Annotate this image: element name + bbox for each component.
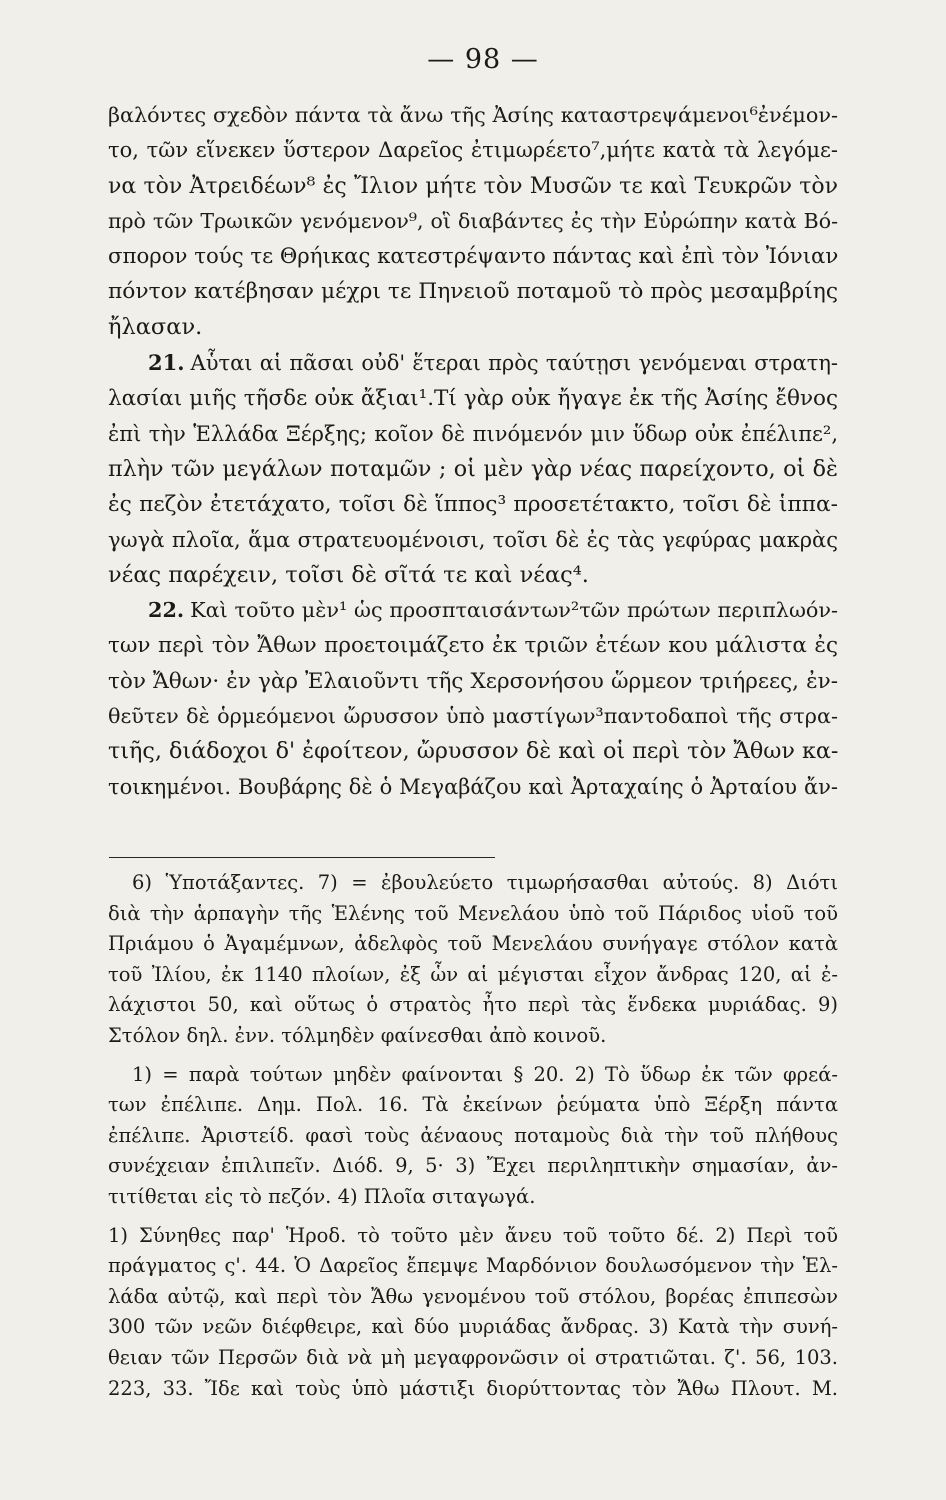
footnote-line: θειαν τῶν Περσῶν διὰ νὰ μὴ μεγαφρονῶσιν οἱ στρατιῶται. ζ'. 56, 103.	[108, 1345, 838, 1369]
text-line: τὸν Ἄθων· ἐν γὰρ Ἐλαιοῦντι τῆς Χερσονήσου ὥρμεον τριήρεες, ἐν-	[108, 668, 838, 694]
footnote-line: 6) Ὑποτάξαντες. 7) = ἐβουλεύετο τιμωρήσασθαι αὐτούς. 8) Διότι	[132, 871, 838, 894]
section-number: 22.	[148, 598, 185, 623]
text-line: να τὸν Ἀτρειδέων⁸ ἐς Ἴλιον μήτε τὸν Μυσῶν τε καὶ Τευκρῶν τὸν	[108, 173, 838, 199]
footnote-line: 300 τῶν νεῶν διέφθειρε, καὶ δύο μυριάδας ἄνδρας. 3) Κατὰ τὴν συνή-	[108, 1315, 838, 1339]
section-22	[108, 593, 838, 805]
footnote-line: πράγματος ς'. 44. Ὁ Δαρεῖος ἔπεμψε Μαρδόνιον δουλωσόμενον τὴν Ἑλ-	[108, 1254, 838, 1278]
text-line: θεῦτεν δὲ ὁρμεόμενοι ὤρυσσον ὑπὸ μαστίγων³παντοδαποὶ τῆς στρα-	[108, 704, 838, 729]
paragraph-1	[108, 98, 838, 345]
text-line: πρὸ τῶν Τρωικῶν γενόμενον⁹, οἳ διαβάντες ἐς τὴν Εὐρώπην κατὰ Βό-	[108, 208, 838, 233]
footnote-line: λάχιστοι 50, καὶ οὕτως ὁ στρατὸς ἦτο περὶ τὰς ἕνδεκα μυριάδας. 9)	[108, 993, 838, 1017]
footnote-line: Πριάμου ὁ Ἀγαμέμνων, ἀδελφὸς τοῦ Μενελάου συνήγαγε στόλον κατὰ	[108, 932, 838, 956]
footnote-block-3	[108, 1221, 838, 1405]
footnote-line: συνέχειαν ἐπιλιπεῖν. Διόδ. 9, 5· 3) Ἔχει περιληπτικὴν σημασίαν, ἀν-	[108, 1154, 838, 1178]
text-line: ἤλασαν.	[108, 313, 203, 340]
text-line	[108, 593, 838, 628]
footnote-line: 223, 33. Ἴδε καὶ τοὺς ὑπὸ μάστιξι διορύττοντας τὸν Ἄθω Πλουτ. Μ.	[108, 1376, 838, 1400]
section-21	[108, 345, 838, 593]
footnote-line: 1) Σύνηθες παρ' Ἡροδ. τὸ τοῦτο μὲν ἄνευ τοῦ τοῦτο δέ. 2) Περὶ τοῦ	[108, 1223, 838, 1247]
text-line: ἐς πεζὸν ἐτετάχατο, τοῖσι δὲ ἵππος³ προσετέτακτο, τοῖσι δὲ ἱππα-	[108, 492, 838, 518]
text-line: το, τῶν εἵνεκεν ὕστερον Δαρεῖος ἐτιμωρέετο⁷,μήτε κατὰ τὰ λεγόμε-	[108, 138, 838, 163]
section-first-line: Αὗται αἱ πᾶσαι οὐδ' ἕτεραι πρὸς ταύτῃσι γενόμεναι στρατη-	[190, 351, 838, 376]
footnotes	[108, 868, 838, 1412]
text-line: λασίαι μιῆς τῆσδε οὐκ ἄξιαι¹.Τί γὰρ οὐκ ἤγαγε ἐκ τῆς Ἀσίης ἔθνος	[108, 386, 838, 412]
main-text	[108, 98, 838, 805]
footnote-divider	[109, 857, 495, 858]
text-line: βαλόντες σχεδὸν πάντα τὰ ἄνω τῆς Ἀσίης καταστρεψάμενοι⁶ἐνέμον-	[108, 103, 838, 127]
text-line	[108, 345, 838, 381]
text-line: ἐπὶ τὴν Ἑλλάδα Ξέρξης; κοῖον δὲ πινόμενόν μιν ὕδωρ οὐκ ἐπέλιπε²,	[108, 421, 838, 446]
footnote-line: 1) = παρὰ τούτων μηδὲν φαίνονται § 20. 2) Τὸ ὕδωρ ἐκ τῶν φρεά-	[132, 1062, 838, 1086]
text-line: των περὶ τὸν Ἄθων προετοιμάζετο ἐκ τριῶν ἐτέων κου μάλιστα ἐς	[108, 633, 838, 659]
footnote-block-1	[108, 868, 838, 1052]
footnote-line: ἐπέλιπε. Ἀριστείδ. φασὶ τοὺς ἀέναους ποταμοὺς διὰ τὴν τοῦ πλήθους	[108, 1123, 838, 1147]
section-number: 21.	[148, 350, 185, 376]
footnote-line: λάδα αὐτῷ, καὶ περὶ τὸν Ἄθω γενομένου τοῦ στόλου, βορέας ἐπιπεσὼν	[108, 1284, 838, 1308]
text-line: νέας παρέχειν, τοῖσι δὲ σῖτά τε καὶ νέας⁴.	[108, 561, 589, 588]
footnote-line: διὰ τὴν ἁρπαγὴν τῆς Ἑλένης τοῦ Μενελάου ὑπὸ τοῦ Πάριδος υἱοῦ τοῦ	[108, 901, 838, 925]
footnote-line: τιτίθεται εἰς τὸ πεζόν. 4) Πλοῖα σιταγωγά.	[108, 1184, 536, 1208]
text-line: σπορον τούς τε Θρήικας κατεστρέψαντο πάντας καὶ ἐπὶ τὸν Ἰόνιαν	[108, 244, 839, 270]
text-line: τοικημένοι. Βουβάρης δὲ ὁ Μεγαβάζου καὶ Ἀρταχαίης ὁ Ἀρταίου ἄν-	[108, 774, 838, 799]
footnote-line: Στόλον δηλ. ἐνν. τόλμηδὲν φαίνεσθαι ἀπὸ κοινοῦ.	[108, 1023, 607, 1047]
text-line: πλὴν τῶν μεγάλων ποταμῶν ; οἱ μὲν γὰρ νέας παρείχοντο, οἱ δὲ	[108, 455, 838, 482]
footnote-line: των ἐπέλιπε. Δημ. Πολ. 16. Τὰ ἐκείνων ῥεύματα ὑπὸ Ξέρξη πάντα	[108, 1093, 838, 1117]
footnote-block-2	[108, 1060, 838, 1213]
text-line: πόντον κατέβησαν μέχρι τε Πηνειοῦ ποταμοῦ τὸ πρὸς μεσαμβρίης	[108, 279, 838, 305]
footnote-line: τοῦ Ἰλίου, ἐκ 1140 πλοίων, ἐξ ὧν αἱ μέγισται εἶχον ἄνδρας 120, αἱ ἐ-	[108, 962, 838, 986]
section-first-line: Καὶ τοῦτο μὲν¹ ὡς προσπταισάντων²τῶν πρώτων περιπλωόν-	[190, 598, 838, 623]
text-line: γωγὰ πλοῖα, ἅμα στρατευομένοισι, τοῖσι δὲ ἐς τὰς γεφύρας μακρὰς	[108, 527, 838, 552]
page-number: — 98 —	[427, 44, 539, 75]
text-line: τιῆς, διάδοχοι δ' ἐφοίτεον, ὤρυσσον δὲ καὶ οἱ περὶ τὸν Ἄθων κα-	[108, 738, 839, 765]
